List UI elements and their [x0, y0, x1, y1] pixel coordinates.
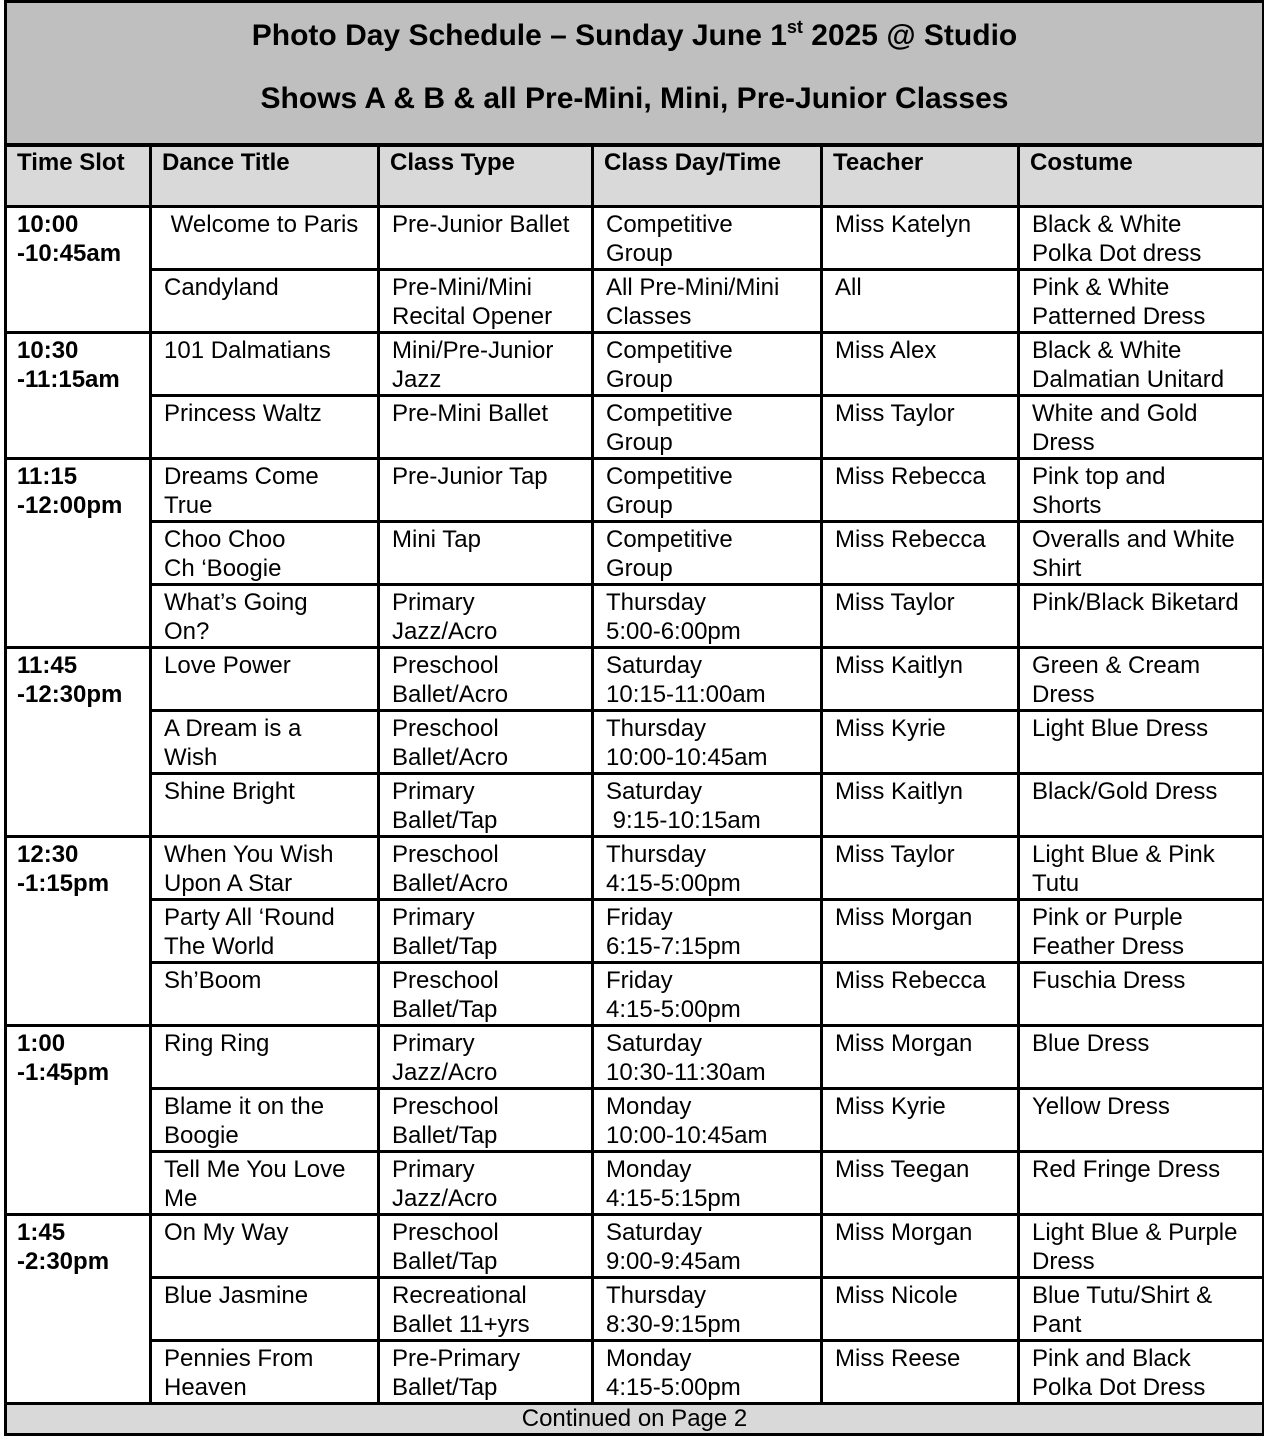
class-day-time-cell — [593, 1152, 822, 1215]
class-type-cell — [379, 522, 593, 585]
class-type-line: Primary — [392, 1030, 475, 1057]
dance-title-line: Boogie — [164, 1122, 239, 1149]
schedule-document — [4, 0, 1262, 1436]
class-type-cell — [379, 837, 593, 900]
class-day-time-cell — [593, 711, 822, 774]
class-day-time-line: Thursday — [606, 589, 707, 616]
dance-title-cell — [151, 837, 379, 900]
table-row — [6, 900, 1264, 963]
class-day-time-line: 8:30-9:15pm — [606, 1311, 741, 1338]
class-type-line: Primary — [392, 1156, 475, 1183]
class-type-cell — [379, 1341, 593, 1404]
teacher-cell — [822, 1026, 1019, 1089]
class-day-time-line: Competitive — [606, 463, 733, 490]
table-row — [6, 1278, 1264, 1341]
class-type-cell — [379, 648, 593, 711]
costume-line: Light Blue & Purple — [1032, 1219, 1238, 1246]
time-slot-line: 11:45 — [17, 652, 78, 679]
costume-line: Overalls and White — [1032, 526, 1235, 553]
schedule-table — [4, 0, 1264, 1436]
teacher-cell — [822, 963, 1019, 1026]
class-day-time-cell — [593, 270, 822, 333]
class-day-time-line: 9:15-10:15am — [606, 807, 761, 834]
dance-title-cell — [151, 1341, 379, 1404]
class-day-time-line: Competitive — [606, 526, 733, 553]
class-day-time-line: All Pre-Mini/Mini — [606, 274, 780, 301]
time-slot-cell — [6, 837, 151, 1026]
class-day-time-line: Thursday — [606, 715, 707, 742]
class-day-time-line: Thursday — [606, 1282, 707, 1309]
class-day-time-line: 5:00-6:00pm — [606, 618, 741, 645]
dance-title-line: What’s Going — [164, 589, 308, 616]
dance-title-line: Blue Jasmine — [164, 1282, 309, 1309]
costume-line: Pink & White — [1032, 274, 1170, 301]
dance-title-cell — [151, 207, 379, 270]
dance-title-cell — [151, 585, 379, 648]
costume-line: Black & White — [1032, 211, 1182, 238]
class-type-line: Jazz/Acro — [392, 1185, 498, 1212]
class-type-line: Mini Tap — [392, 526, 481, 553]
class-day-time-line: Thursday — [606, 841, 707, 868]
header-dance-title: Dance Title — [151, 145, 379, 207]
class-day-time-line: 4:15-5:00pm — [606, 996, 741, 1023]
class-type-line: Ballet/Tap — [392, 807, 498, 834]
class-day-time-cell — [593, 774, 822, 837]
time-slot-line: -10:45am — [17, 240, 122, 267]
class-type-line: Ballet/Acro — [392, 744, 509, 771]
teacher-cell — [822, 459, 1019, 522]
class-day-time-cell — [593, 648, 822, 711]
costume-line: Blue Dress — [1032, 1030, 1150, 1057]
class-type-line: Preschool — [392, 841, 499, 868]
costume-line: Polka Dot dress — [1032, 240, 1202, 267]
class-day-time-line: Monday — [606, 1156, 692, 1183]
teacher-line: Miss Reese — [835, 1345, 961, 1372]
table-row — [6, 396, 1264, 459]
costume-line: Green & Cream — [1032, 652, 1201, 679]
costume-line: Dalmatian Unitard — [1032, 366, 1225, 393]
costume-cell — [1019, 396, 1264, 459]
table-row — [6, 1026, 1264, 1089]
teacher-line: Miss Morgan — [835, 1030, 973, 1057]
dance-title-line: Me — [164, 1185, 198, 1212]
header-class-type: Class Type — [379, 145, 593, 207]
class-day-time-line: 10:00-10:45am — [606, 1122, 768, 1149]
table-row — [6, 963, 1264, 1026]
teacher-line: Miss Kyrie — [835, 715, 946, 742]
class-day-time-line: Monday — [606, 1345, 692, 1372]
table-row — [6, 522, 1264, 585]
dance-title-cell — [151, 1215, 379, 1278]
class-type-line: Preschool — [392, 715, 499, 742]
teacher-line: Miss Teegan — [835, 1156, 970, 1183]
costume-cell — [1019, 837, 1264, 900]
dance-title-cell — [151, 396, 379, 459]
costume-line: White and Gold — [1032, 400, 1198, 427]
class-type-line: Ballet/Tap — [392, 1248, 498, 1275]
teacher-line: Miss Taylor — [835, 400, 955, 427]
table-row — [6, 1341, 1264, 1404]
class-type-cell — [379, 1089, 593, 1152]
time-slot-line: 10:30 — [17, 337, 79, 364]
costume-line: Pink/Black Biketard — [1032, 589, 1239, 616]
class-type-cell — [379, 900, 593, 963]
teacher-cell — [822, 207, 1019, 270]
class-day-time-cell — [593, 1341, 822, 1404]
dance-title-line: Tell Me You Love — [164, 1156, 346, 1183]
teacher-cell — [822, 837, 1019, 900]
dance-title-line: Wish — [164, 744, 218, 771]
class-type-line: Ballet 11+yrs — [392, 1311, 530, 1338]
dance-title-cell — [151, 333, 379, 396]
header-costume: Costume — [1019, 145, 1264, 207]
class-day-time-line: 10:00-10:45am — [606, 744, 768, 771]
class-type-line: Pre-Mini/Mini — [392, 274, 533, 301]
teacher-cell — [822, 1089, 1019, 1152]
teacher-line: All — [835, 274, 862, 301]
dance-title-line: A Dream is a — [164, 715, 302, 742]
class-day-time-line: 9:00-9:45am — [606, 1248, 741, 1275]
class-day-time-cell — [593, 837, 822, 900]
teacher-line: Miss Kaitlyn — [835, 778, 964, 805]
costume-cell — [1019, 207, 1264, 270]
dance-title-cell — [151, 1089, 379, 1152]
class-type-line: Primary — [392, 904, 475, 931]
teacher-line: Miss Katelyn — [835, 211, 972, 238]
costume-cell — [1019, 900, 1264, 963]
dance-title-line: Blame it on the — [164, 1093, 325, 1120]
class-type-cell — [379, 1278, 593, 1341]
class-type-cell — [379, 270, 593, 333]
table-row — [6, 585, 1264, 648]
class-type-line: Preschool — [392, 1219, 499, 1246]
teacher-line: Miss Rebecca — [835, 526, 986, 553]
continued-note: Continued on Page 2 — [6, 1404, 1264, 1435]
class-day-time-cell — [593, 1026, 822, 1089]
teacher-cell — [822, 1341, 1019, 1404]
dance-title-cell — [151, 1278, 379, 1341]
class-day-time-line: 4:15-5:00pm — [606, 870, 741, 897]
dance-title-line: Ch ‘Boogie — [164, 555, 282, 582]
class-type-line: Mini/Pre-Junior — [392, 337, 554, 364]
class-day-time-cell — [593, 459, 822, 522]
class-type-line: Ballet/Tap — [392, 1122, 498, 1149]
teacher-cell — [822, 585, 1019, 648]
teacher-cell — [822, 522, 1019, 585]
class-type-cell — [379, 207, 593, 270]
class-day-time-line: Monday — [606, 1093, 692, 1120]
time-slot-line: -2:30pm — [17, 1248, 110, 1275]
teacher-cell — [822, 270, 1019, 333]
dance-title-cell — [151, 459, 379, 522]
class-type-cell — [379, 1215, 593, 1278]
dance-title-line: Welcome to Paris — [164, 211, 359, 238]
class-type-cell — [379, 963, 593, 1026]
table-row — [6, 459, 1264, 522]
costume-line: Black/Gold Dress — [1032, 778, 1218, 805]
class-type-line: Pre-Junior Tap — [392, 463, 548, 490]
dance-title-cell — [151, 522, 379, 585]
teacher-cell — [822, 396, 1019, 459]
class-type-cell — [379, 711, 593, 774]
class-day-time-line: Friday — [606, 967, 673, 994]
title-line-2: Shows A & B & all Pre-Mini, Mini, Pre-Junior Classes — [260, 82, 1009, 115]
schedule-body — [6, 207, 1264, 1404]
dance-title-line: Pennies From — [164, 1345, 314, 1372]
class-day-time-line: Group — [606, 555, 673, 582]
table-row — [6, 711, 1264, 774]
teacher-line: Miss Morgan — [835, 904, 973, 931]
class-type-line: Ballet/Tap — [392, 996, 498, 1023]
class-type-line: Jazz/Acro — [392, 1059, 498, 1086]
dance-title-cell — [151, 648, 379, 711]
dance-title-cell — [151, 711, 379, 774]
costume-cell — [1019, 1026, 1264, 1089]
teacher-line: Miss Kyrie — [835, 1093, 946, 1120]
time-slot-line: 1:00 — [17, 1030, 66, 1057]
teacher-cell — [822, 1215, 1019, 1278]
time-slot-line: 10:00 — [17, 211, 79, 238]
table-row — [6, 207, 1264, 270]
costume-cell — [1019, 333, 1264, 396]
costume-line: Light Blue & Pink — [1032, 841, 1215, 868]
costume-line: Shorts — [1032, 492, 1102, 519]
class-type-line: Jazz/Acro — [392, 618, 498, 645]
class-day-time-line: Group — [606, 366, 673, 393]
dance-title-line: Candyland — [164, 274, 279, 301]
title-line-1: Photo Day Schedule – Sunday June 1st 2025 @ Studio — [251, 17, 1018, 52]
dance-title-line: Upon A Star — [164, 870, 293, 897]
table-row — [6, 1215, 1264, 1278]
class-type-line: Pre-Junior Ballet — [392, 211, 570, 238]
class-type-line: Ballet/Acro — [392, 681, 509, 708]
dance-title-line: Party All ‘Round — [164, 904, 335, 931]
class-day-time-cell — [593, 1278, 822, 1341]
class-day-time-line: Saturday — [606, 1030, 703, 1057]
class-type-line: Recreational — [392, 1282, 527, 1309]
costume-line: Yellow Dress — [1032, 1093, 1170, 1120]
costume-line: Dress — [1032, 1248, 1095, 1275]
class-type-line: Preschool — [392, 652, 499, 679]
dance-title-cell — [151, 1026, 379, 1089]
costume-cell — [1019, 1215, 1264, 1278]
class-type-line: Recital Opener — [392, 303, 553, 330]
header-class-day-time: Class Day/Time — [593, 145, 822, 207]
class-type-line: Ballet/Tap — [392, 933, 498, 960]
time-slot-line: -1:15pm — [17, 870, 110, 897]
teacher-line: Miss Taylor — [835, 589, 955, 616]
class-day-time-line: 6:15-7:15pm — [606, 933, 741, 960]
class-type-line: Jazz — [392, 366, 442, 393]
class-day-time-line: 10:15-11:00am — [606, 681, 766, 708]
dance-title-line: The World — [164, 933, 275, 960]
class-type-cell — [379, 774, 593, 837]
class-day-time-line: 4:15-5:15pm — [606, 1185, 741, 1212]
teacher-line: Miss Morgan — [835, 1219, 973, 1246]
costume-line: Blue Tutu/Shirt & — [1032, 1282, 1213, 1309]
costume-cell — [1019, 522, 1264, 585]
dance-title-line: Shine Bright — [164, 778, 295, 805]
costume-line: Light Blue Dress — [1032, 715, 1209, 742]
time-slot-line: -12:00pm — [17, 492, 123, 519]
class-day-time-cell — [593, 1215, 822, 1278]
costume-cell — [1019, 1278, 1264, 1341]
header-time-slot: Time Slot — [6, 145, 151, 207]
costume-cell — [1019, 1152, 1264, 1215]
column-header-row — [6, 145, 1264, 207]
time-slot-cell — [6, 648, 151, 837]
class-day-time-line: Competitive — [606, 211, 733, 238]
dance-title-cell — [151, 963, 379, 1026]
time-slot-cell — [6, 207, 151, 333]
class-day-time-line: Saturday — [606, 778, 703, 805]
dance-title-line: 101 Dalmatians — [164, 337, 331, 364]
class-type-line: Preschool — [392, 967, 499, 994]
title-banner — [6, 2, 1264, 146]
teacher-line: Miss Rebecca — [835, 463, 986, 490]
costume-cell — [1019, 963, 1264, 1026]
time-slot-cell — [6, 333, 151, 459]
table-row — [6, 270, 1264, 333]
class-day-time-cell — [593, 1089, 822, 1152]
time-slot-cell — [6, 459, 151, 648]
costume-line: Pink or Purple — [1032, 904, 1183, 931]
teacher-cell — [822, 900, 1019, 963]
time-slot-line: -12:30pm — [17, 681, 123, 708]
class-type-line: Primary — [392, 589, 475, 616]
costume-cell — [1019, 648, 1264, 711]
dance-title-line: Heaven — [164, 1374, 247, 1401]
costume-line: Pink top and — [1032, 463, 1166, 490]
class-day-time-line: Competitive — [606, 400, 733, 427]
dance-title-line: Ring Ring — [164, 1030, 270, 1057]
class-day-time-line: Group — [606, 240, 673, 267]
dance-title-line: Sh’Boom — [164, 967, 262, 994]
table-row — [6, 837, 1264, 900]
teacher-line: Miss Rebecca — [835, 967, 986, 994]
teacher-cell — [822, 1152, 1019, 1215]
costume-line: Dress — [1032, 429, 1095, 456]
teacher-line: Miss Kaitlyn — [835, 652, 964, 679]
costume-line: Dress — [1032, 681, 1095, 708]
teacher-cell — [822, 648, 1019, 711]
class-day-time-cell — [593, 207, 822, 270]
teacher-cell — [822, 711, 1019, 774]
teacher-line: Miss Alex — [835, 337, 937, 364]
class-type-line: Primary — [392, 778, 475, 805]
dance-title-cell — [151, 1152, 379, 1215]
dance-title-line: On? — [164, 618, 210, 645]
teacher-cell — [822, 1278, 1019, 1341]
class-day-time-cell — [593, 522, 822, 585]
class-type-cell — [379, 585, 593, 648]
costume-line: Fuschia Dress — [1032, 967, 1186, 994]
table-row — [6, 1089, 1264, 1152]
costume-line: Shirt — [1032, 555, 1082, 582]
class-type-line: Ballet/Tap — [392, 1374, 498, 1401]
costume-cell — [1019, 711, 1264, 774]
costume-line: Polka Dot Dress — [1032, 1374, 1206, 1401]
class-day-time-cell — [593, 900, 822, 963]
class-day-time-line: Group — [606, 492, 673, 519]
teacher-cell — [822, 774, 1019, 837]
teacher-line: Miss Nicole — [835, 1282, 958, 1309]
dance-title-cell — [151, 774, 379, 837]
class-day-time-line: Saturday — [606, 652, 703, 679]
dance-title-cell — [151, 270, 379, 333]
teacher-line: Miss Taylor — [835, 841, 955, 868]
table-row — [6, 333, 1264, 396]
class-day-time-line: 10:30-11:30am — [606, 1059, 766, 1086]
table-row — [6, 774, 1264, 837]
class-day-time-cell — [593, 585, 822, 648]
class-type-line: Preschool — [392, 1093, 499, 1120]
costume-cell — [1019, 1089, 1264, 1152]
dance-title-line: Dreams Come — [164, 463, 319, 490]
costume-line: Tutu — [1032, 870, 1080, 897]
costume-cell — [1019, 459, 1264, 522]
class-day-time-line: 4:15-5:00pm — [606, 1374, 741, 1401]
class-day-time-line: Competitive — [606, 337, 733, 364]
table-row — [6, 1152, 1264, 1215]
costume-line: Pink and Black — [1032, 1345, 1191, 1372]
costume-cell — [1019, 270, 1264, 333]
table-row — [6, 648, 1264, 711]
class-day-time-line: Saturday — [606, 1219, 703, 1246]
time-slot-line: 1:45 — [17, 1219, 66, 1246]
dance-title-cell — [151, 900, 379, 963]
dance-title-line: When You Wish — [164, 841, 334, 868]
class-type-cell — [379, 396, 593, 459]
class-type-cell — [379, 459, 593, 522]
costume-cell — [1019, 774, 1264, 837]
time-slot-cell — [6, 1215, 151, 1404]
class-type-line: Pre-Primary — [392, 1345, 521, 1372]
class-day-time-cell — [593, 333, 822, 396]
time-slot-line: -11:15am — [17, 366, 120, 393]
dance-title-line: Love Power — [164, 652, 291, 679]
class-day-time-cell — [593, 396, 822, 459]
dance-title-line: On My Way — [164, 1219, 289, 1246]
costume-line: Feather Dress — [1032, 933, 1185, 960]
class-type-line: Pre-Mini Ballet — [392, 400, 549, 427]
class-day-time-line: Group — [606, 429, 673, 456]
class-day-time-line: Classes — [606, 303, 692, 330]
header-teacher: Teacher — [822, 145, 1019, 207]
costume-cell — [1019, 1341, 1264, 1404]
dance-title-line: Choo Choo — [164, 526, 286, 553]
class-type-cell — [379, 1152, 593, 1215]
class-type-cell — [379, 333, 593, 396]
time-slot-line: 12:30 — [17, 841, 79, 868]
costume-cell — [1019, 585, 1264, 648]
dance-title-line: True — [164, 492, 213, 519]
time-slot-line: 11:15 — [17, 463, 78, 490]
costume-line: Pant — [1032, 1311, 1082, 1338]
dance-title-line: Princess Waltz — [164, 400, 322, 427]
costume-line: Red Fringe Dress — [1032, 1156, 1221, 1183]
class-type-cell — [379, 1026, 593, 1089]
time-slot-line: -1:45pm — [17, 1059, 110, 1086]
class-day-time-line: Friday — [606, 904, 673, 931]
costume-line: Patterned Dress — [1032, 303, 1206, 330]
costume-line: Black & White — [1032, 337, 1182, 364]
class-type-line: Ballet/Acro — [392, 870, 509, 897]
class-day-time-cell — [593, 963, 822, 1026]
time-slot-cell — [6, 1026, 151, 1215]
teacher-cell — [822, 333, 1019, 396]
